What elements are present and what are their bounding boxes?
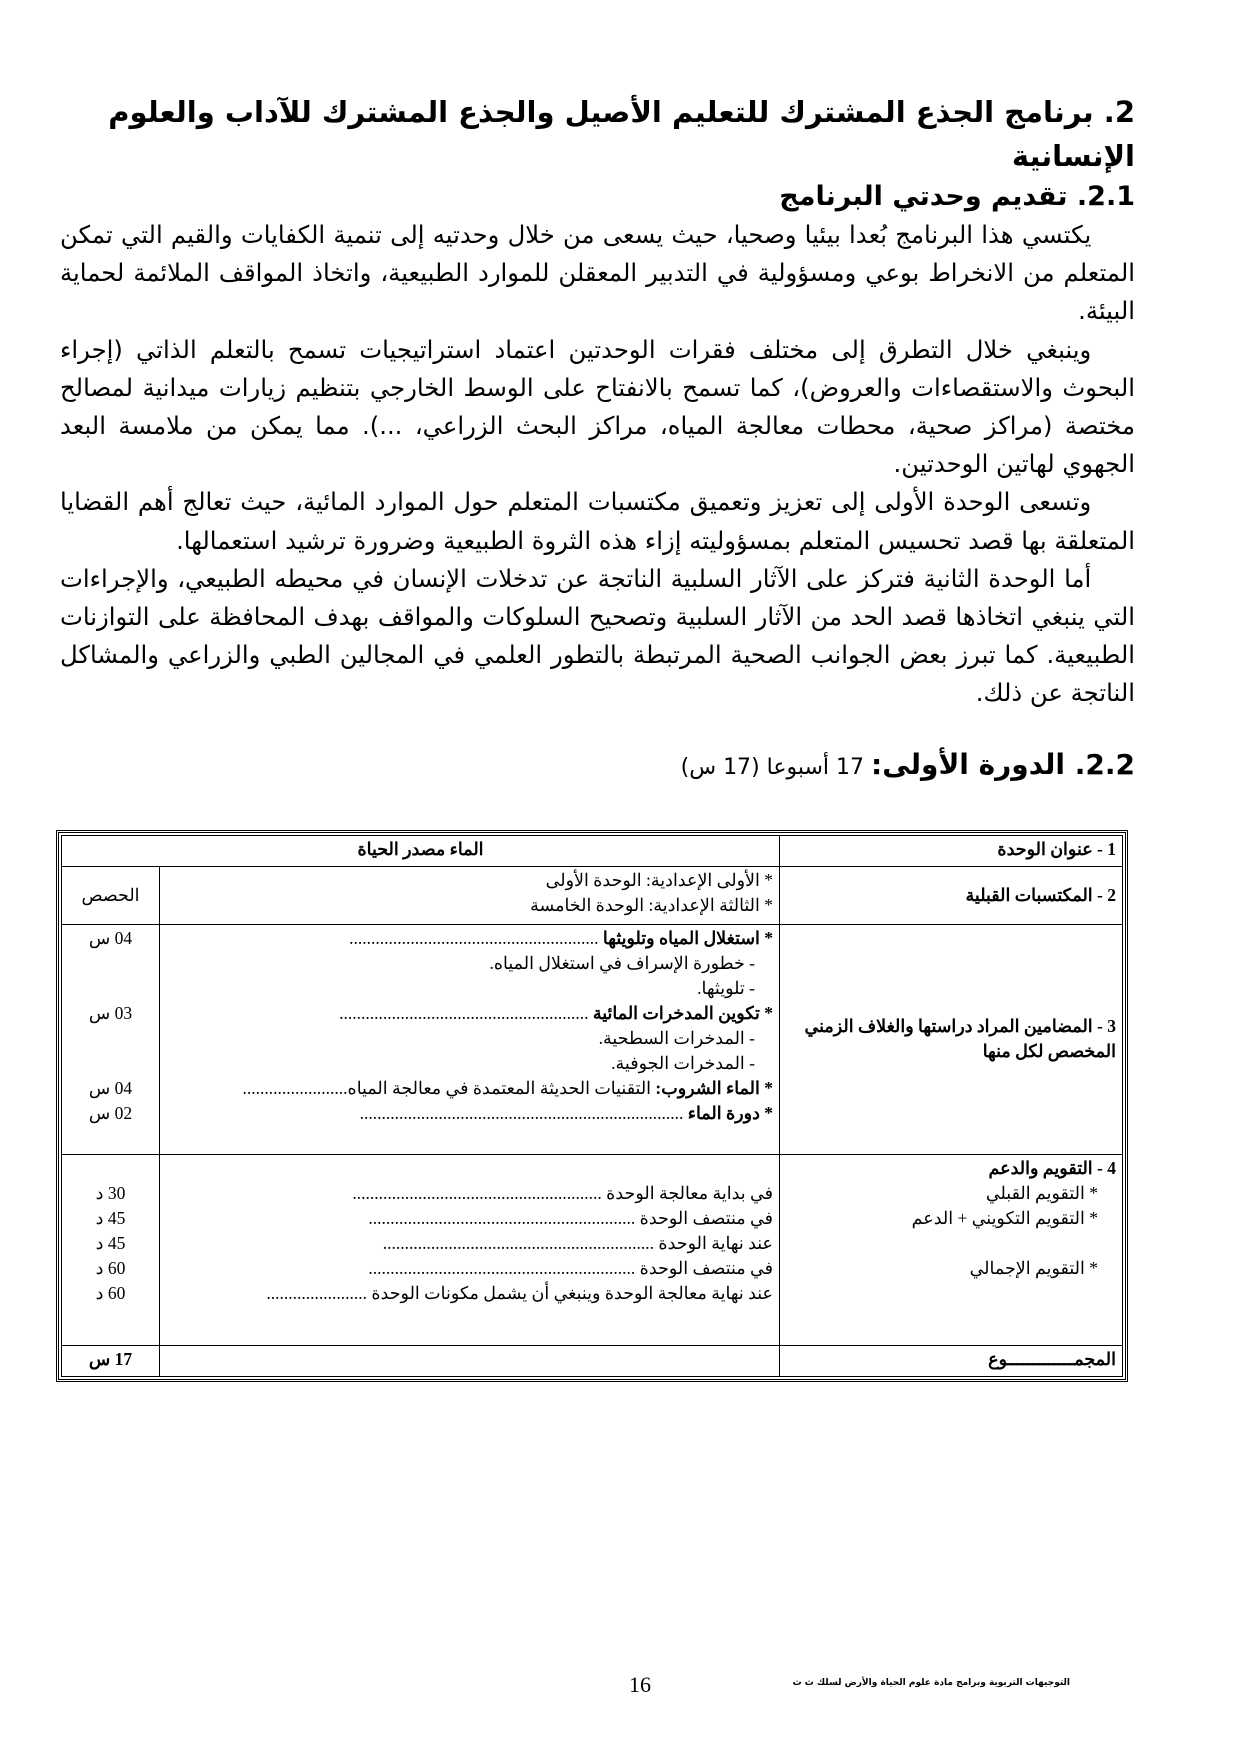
section-2-2-duration: 17 أسبوعا (17 س) — [680, 754, 865, 780]
table-row — [62, 866, 1123, 924]
sub-heading: 2.1. تقديم وحدتي البرنامج — [779, 181, 1135, 212]
leader-dots: ........................ — [242, 1077, 348, 1098]
session-time — [68, 976, 153, 1001]
table-row — [62, 1154, 1123, 1346]
row-4-content-cell — [160, 1154, 780, 1346]
session-time: 60 د — [95, 1282, 126, 1303]
content-line — [166, 1001, 773, 1026]
evaluation-type: * التقويم القبلي — [985, 1182, 1098, 1203]
sessions-header: الحصص — [62, 866, 160, 924]
program-table-frame — [56, 830, 1128, 1382]
content-line — [166, 926, 773, 951]
total-label: المجمـــــــــــــوع — [780, 1346, 1123, 1377]
row-1-value-cell: الماء مصدر الحياة — [62, 836, 780, 867]
program-table — [61, 835, 1123, 1377]
row-3-label-cell — [780, 924, 1123, 1154]
list-item: * الأولى الإعدادية: الوحدة الأولى — [545, 869, 773, 890]
paragraph-2: وينبغي خلال التطرق إلى مختلف فقرات الوحدتين اعتماد استراتيجيات تسمح بالتعلم الذاتي (إجراء البحوث والاستقصاءات والعروض)، كما تسمح بالانفتاح على الوسط الخارجي بتنظيم زيارات ميدانية لمصالح مختصة (مراكز صحية، محطات معالجة المياه، مراكز البحث الزراعي، ...). مما يمكن من ملامسة البعد الجهوي لهاتين الوحدتين. — [60, 334, 1135, 479]
session-time: 04 س — [88, 927, 133, 948]
evaluation-line — [166, 1281, 773, 1306]
evaluation-line — [166, 1206, 773, 1231]
total-value: 17 س — [62, 1346, 160, 1377]
leader-dots: ......................................................... — [349, 927, 603, 948]
paragraph-4: أما الوحدة الثانية فتركز على الآثار السلبية الناتجة عن تدخلات الإنسان في محيطه الطبيعي، والإجراءات التي ينبغي اتخاذها قصد الحد من الآثار السلبية وتصحيح السلوكات والمواقف بهدف المحافظة على التوازنات الطبيعية. كما تبرز بعض الجوانب الصحية المرتبطة بالتطور العلمي في المجالين الطبي والزراعي والمشاكل الناتجة عن ذلك. — [60, 563, 1135, 708]
row-2-items-cell — [160, 866, 780, 924]
row-3-time-cell — [62, 924, 160, 1154]
evaluation-text: عند نهاية معالجة الوحدة وينبغي أن يشمل مكونات الوحدة — [371, 1282, 773, 1303]
evaluation-text: في منتصف الوحدة — [639, 1257, 773, 1278]
evaluation-line — [166, 1256, 773, 1281]
session-time — [68, 951, 153, 976]
spacer — [68, 1156, 153, 1181]
content-text: - المدخرات الجوفية. — [611, 1052, 755, 1073]
page-number: 16 — [629, 1672, 651, 1697]
evaluation-type: * التقويم التكويني + الدعم — [911, 1207, 1098, 1228]
session-time: 03 س — [88, 1002, 133, 1023]
leader-dots: ....................... — [266, 1282, 372, 1303]
content-text: - تلويثها. — [697, 977, 755, 998]
content-line — [166, 976, 773, 1001]
session-time: 60 د — [95, 1257, 126, 1278]
content-line — [166, 1101, 773, 1126]
row-number: 3 — [1107, 1016, 1116, 1037]
row-number: 4 — [1107, 1157, 1116, 1178]
session-time: 45 د — [95, 1207, 126, 1228]
content-line — [166, 1051, 773, 1076]
session-time: 30 د — [95, 1182, 126, 1203]
content-line — [166, 951, 773, 976]
row-4-time-cell — [62, 1154, 160, 1346]
session-time — [68, 1026, 153, 1051]
evaluation-type: * التقويم الإجمالي — [969, 1257, 1098, 1278]
content-topic: * تكوين المدخرات المائية — [592, 1002, 773, 1023]
content-topic: * الماء الشروب: — [655, 1077, 773, 1098]
evaluation-line — [166, 1231, 773, 1256]
table-row — [62, 1346, 1123, 1377]
session-time: 45 د — [95, 1232, 126, 1253]
content-line — [166, 1076, 773, 1101]
row-label: - المكتسبات القبلية — [965, 884, 1103, 905]
content-topic: * استغلال المياه وتلويثها — [602, 927, 773, 948]
total-empty-cell — [160, 1346, 780, 1377]
leader-dots: .......................................................................... — [359, 1102, 688, 1123]
leader-dots: ......................................................... — [352, 1182, 607, 1203]
evaluation-type — [786, 1231, 1116, 1256]
row-label: - المضامين المراد دراستها والغلاف الزمني المخصص لكل منها — [804, 1016, 1116, 1062]
content-line — [166, 1026, 773, 1051]
row-number: 1 — [1107, 839, 1116, 859]
section-2-2-title: 2.2. الدورة الأولى: — [871, 747, 1135, 781]
evaluation-text: في منتصف الوحدة — [639, 1207, 773, 1228]
leader-dots: ......................................................... — [339, 1002, 593, 1023]
row-label: - عنوان الوحدة — [997, 839, 1103, 859]
footer-note: التوجيهات التربوية وبرامج مادة علوم الحياة والأرض لسلك ث ث — [792, 1678, 1070, 1688]
list-item: * الثالثة الإعدادية: الوحدة الخامسة — [530, 894, 773, 915]
paragraph-1: يكتسي هذا البرنامج بُعدا بيئيا وصحيا، حيث يسعى من خلال وحدتيه إلى تنمية الكفايات والقيم التي تمكن المتعلم من الانخراط بوعي ومسؤولية في التدبير المعقلن للموارد الطبيعية، واتخاذ المواقف الملائمة لحماية البيئة. — [60, 220, 1135, 326]
row-label — [786, 1156, 1116, 1181]
evaluation-text: في بداية معالجة الوحدة — [606, 1182, 773, 1203]
table-row — [62, 836, 1123, 867]
table-row — [62, 924, 1123, 1154]
leader-dots: ............................................................. — [368, 1257, 640, 1278]
evaluation-text: عند نهاية الوحدة — [658, 1232, 773, 1253]
paragraph-3: وتسعى الوحدة الأولى إلى تعزيز وتعميق مكتسبات المتعلم حول الموارد المائية، حيث تعالج أهم القضايا المتعلقة بها قصد تحسيس المتعلم بمسؤوليته إزاء هذه الثروة الطبيعية وضرورة ترشيد استعمالها. — [60, 487, 1135, 555]
session-time — [68, 1051, 153, 1076]
leader-dots: ............................................................. — [368, 1207, 640, 1228]
content-text: - خطورة الإسراف في استغلال المياه. — [489, 952, 755, 973]
row-number: 2 — [1107, 884, 1116, 905]
content-text: التقنيات الحديثة المعتمدة في معالجة المياه — [347, 1077, 656, 1098]
row-3-content-cell — [160, 924, 780, 1154]
row-4-label-cell — [780, 1154, 1123, 1346]
evaluation-line — [166, 1181, 773, 1206]
row-1-label-cell — [780, 836, 1123, 867]
session-time: 02 س — [88, 1102, 133, 1123]
document-body — [60, 90, 1135, 790]
section-2-2-heading — [60, 743, 1135, 790]
spacer — [166, 1156, 773, 1181]
main-heading: 2. برنامج الجذع المشترك للتعليم الأصيل والجذع المشترك للآداب والعلوم الإنسانية — [108, 95, 1135, 173]
row-label-text: - التقويم والدعم — [988, 1157, 1103, 1178]
session-time: 04 س — [88, 1077, 133, 1098]
content-text: - المدخرات السطحية. — [598, 1027, 755, 1048]
content-topic: * دورة الماء — [687, 1102, 773, 1123]
leader-dots: .............................................................. — [382, 1232, 659, 1253]
row-2-label-cell — [780, 866, 1123, 924]
